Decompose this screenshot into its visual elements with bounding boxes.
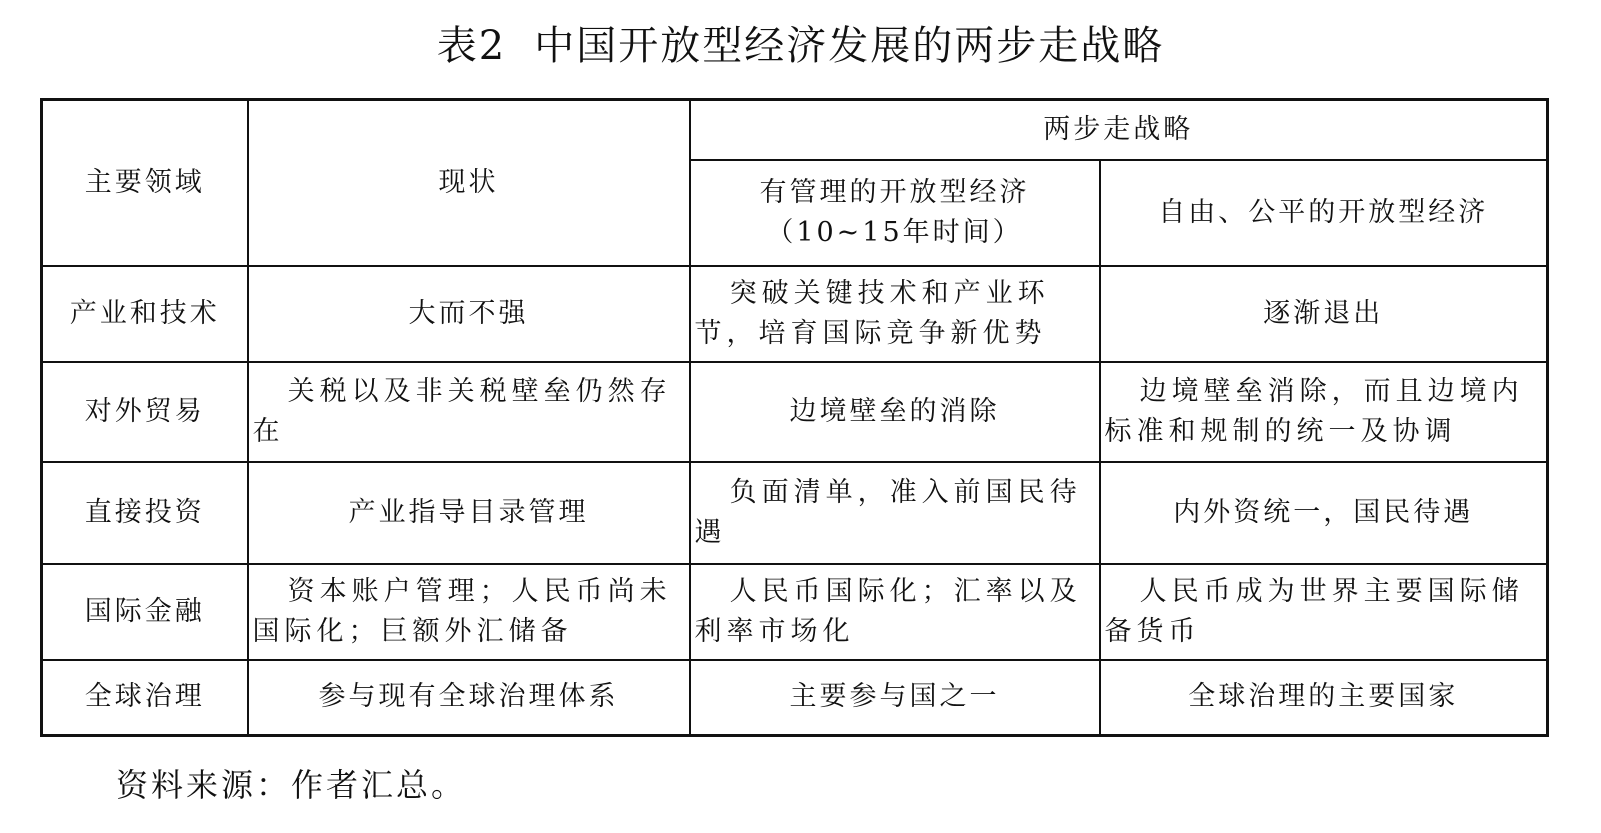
table-number: 表2 xyxy=(436,23,507,69)
table-title xyxy=(0,14,1601,71)
cell-step1: 主要参与国之一 xyxy=(690,660,1100,736)
table-row xyxy=(42,266,1548,362)
table-row xyxy=(42,564,1548,660)
cell-status: 产业指导目录管理 xyxy=(248,462,690,564)
header-domain: 主要领域 xyxy=(42,100,248,266)
header-row xyxy=(42,100,1548,160)
strategy-table xyxy=(40,98,1549,737)
cell-step2: 人民币成为世界主要国际储备货币 xyxy=(1100,564,1548,660)
cell-step1: 负面清单，准入前国民待遇 xyxy=(690,462,1100,564)
cell-step2: 边境壁垒消除，而且边境内标准和规制的统一及协调 xyxy=(1100,362,1548,462)
cell-domain: 国际金融 xyxy=(42,564,248,660)
cell-step1: 突破关键技术和产业环节，培育国际竞争新优势 xyxy=(690,266,1100,362)
header-step1 xyxy=(690,160,1100,266)
table-row xyxy=(42,660,1548,736)
cell-domain: 对外贸易 xyxy=(42,362,248,462)
table-title-text: 中国开放型经济发展的两步走战略 xyxy=(534,23,1165,69)
cell-domain: 产业和技术 xyxy=(42,266,248,362)
header-step1-label: 有管理的开放型经济 xyxy=(759,176,1030,208)
cell-status: 大而不强 xyxy=(248,266,690,362)
cell-domain: 直接投资 xyxy=(42,462,248,564)
cell-step2: 内外资统一，国民待遇 xyxy=(1100,462,1548,564)
table-row xyxy=(42,462,1548,564)
header-strategy: 两步走战略 xyxy=(690,100,1548,160)
source-note: 资料来源：作者汇总。 xyxy=(116,766,467,804)
cell-status: 资本账户管理；人民币尚未国际化；巨额外汇储备 xyxy=(248,564,690,660)
header-status: 现状 xyxy=(248,100,690,266)
cell-step1: 人民币国际化；汇率以及利率市场化 xyxy=(690,564,1100,660)
header-step2: 自由、公平的开放型经济 xyxy=(1100,160,1548,266)
cell-step1: 边境壁垒的消除 xyxy=(690,362,1100,462)
cell-step2: 全球治理的主要国家 xyxy=(1100,660,1548,736)
table-row xyxy=(42,362,1548,462)
cell-step2: 逐渐退出 xyxy=(1100,266,1548,362)
cell-domain: 全球治理 xyxy=(42,660,248,736)
cell-status: 关税以及非关税壁垒仍然存在 xyxy=(248,362,690,462)
header-step1-period: （10~15年时间） xyxy=(766,216,1023,248)
cell-status: 参与现有全球治理体系 xyxy=(248,660,690,736)
